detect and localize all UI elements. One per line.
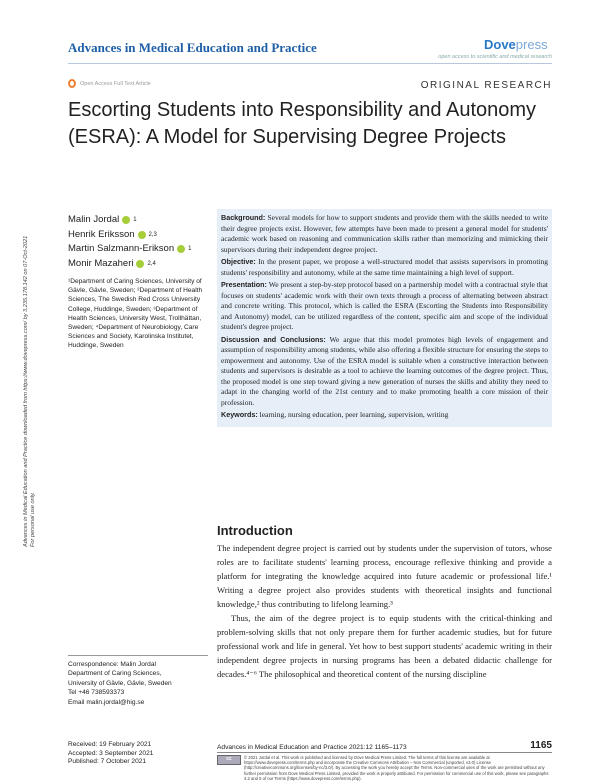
abstract-background [221, 213, 548, 255]
publication-dates [68, 741, 153, 767]
publisher-logo[interactable] [484, 37, 548, 52]
abstract-label: Presentation: [221, 280, 267, 289]
author-affil-ref: 2,3 [148, 231, 157, 238]
author-1 [68, 213, 191, 228]
abstract-text: learning, nursing education, peer learning, supervision, writing [259, 410, 449, 419]
correspondence-line: Department of Caring Sciences, [68, 670, 162, 678]
download-note-line1: Advances in Medical Education and Practice downloaded from https://www.dovepress.com/ by 3.235.178.142 on 07-Oct-2021 [23, 235, 29, 547]
author-4 [68, 257, 191, 272]
intro-paragraph-2: Thus, the aim of the degree project is to equip students with the critical-thinking and problem-solving skills that not only prepare them for further academic studies, but for future professional work and life in general. Yet how to best support students' academic writing in their independent degree projects in nursing programs has been a debated didactic challenge for decades.⁴⁻⁶ The philosophical and theoretical content of the nursing discipline [217, 613, 552, 679]
header-divider [68, 63, 552, 64]
intro-paragraph-1: The independent degree project is carried out by students under the supervision of tutors, whose roles are to facilitate students' learning process, encourage reflexive thinking and provide a platform for integrating the knowledge acquired into future academic or professional life.¹ Writing a degree project also provides students with theoretical insights and functional knowledge,² thus contributing to lifelong learning.³ [217, 543, 552, 609]
open-access-lock-icon [68, 79, 76, 88]
abstract-label: Objective: [221, 257, 256, 266]
author-2 [68, 228, 191, 243]
abstract-text: We present a step-by-step protocol based on a partnership model with a contractual style that focuses on students' academic work with their own texts through a process of alternating between abstract and concrete writing. This protocol, which is called the ESRA (Escorting the Students into Responsibility and Autonomy) model, can be utilized regardless of the content, specific aim and scope of the individual student's degree project. [221, 280, 548, 331]
affiliation-3: ³Department of Health Sciences, University West, Trollhättan, Sweden; [68, 305, 202, 332]
download-note-line2: For personal use only. [30, 492, 36, 547]
abstract-label: Discussion and Conclusions: [221, 334, 326, 344]
license-text: © 2021 Jordal et al. This work is published and licensed by Dove Medical Press Limited. The full terms of this license are available at https://www.dovepress.com/terms.php and incorporate the Creative Commons Attribution – Non Commercial (unported, v3.0) License (http://creativecommons.org/licenses/by-nc/3.0/). By accessing the work you hereby accept the Terms. Non-commercial uses of the work are permitted without any further permission from Dove Medical Press Limited, provided the work is properly attributed. For permission for commercial use of this work, please see paragraphs 4.2 and 5 of our Terms (https://www.dovepress.com/terms.php). [244, 755, 549, 781]
author-list [68, 213, 191, 271]
correspondence-block [68, 660, 208, 707]
abstract-presentation [221, 280, 548, 333]
section-heading-introduction: Introduction [217, 523, 293, 538]
cc-license-icon[interactable]: cc [217, 755, 241, 765]
correspondence-line: Correspondence: Malin Jordal [68, 661, 156, 668]
footer-citation: Advances in Medical Education and Practice 2021:12 1165–1173 [217, 744, 407, 751]
correspondence-line: University of Gävle, Gävle, Sweden [68, 679, 172, 687]
affiliations [68, 277, 208, 351]
orcid-icon[interactable] [138, 231, 146, 239]
article-title: Escorting Students into Responsibility and Autonomy (ESRA): A Model for Supervising Degree Projects [68, 99, 537, 148]
abstract-label: Background: [221, 213, 266, 222]
page-number: 1165 [530, 740, 552, 751]
abstract-label: Keywords: [221, 410, 258, 419]
article-type: ORIGINAL RESEARCH [420, 80, 552, 91]
license-block [217, 755, 552, 781]
affiliation-4: ⁴Department of Neurobiology, Care Sciences and Society, Karolinska Institutet, Huddinge, Sweden [68, 324, 199, 350]
abstract-text: In the present paper, we propose a well-structured model that assists supervisors in promoting students' responsibility and autonomy, while at the same time maintaining a high level of support. [221, 257, 548, 277]
abstract-objective [221, 257, 548, 278]
affiliation-1: ¹Department of Caring Sciences, University of Gävle, Gävle, Sweden; [68, 278, 202, 295]
orcid-icon[interactable] [177, 245, 185, 253]
published-date: Published: 7 October 2021 [68, 758, 147, 766]
download-note [23, 127, 37, 547]
open-access-label [68, 79, 151, 88]
correspondence-divider [68, 655, 208, 656]
author-name: Malin Jordal [68, 214, 120, 225]
author-affil-ref: 1 [133, 217, 137, 223]
orcid-icon[interactable] [122, 216, 130, 224]
author-name: Henrik Eriksson [68, 228, 135, 240]
affiliation-2: ²Department of Health Sciences, The Swedish Red Cross University College, Huddinge, Sweden; [68, 287, 203, 313]
author-name: Monir Mazaheri [68, 257, 134, 269]
correspondence-phone: Tel +46 738593373 [68, 689, 125, 697]
publisher-tagline: open access to scientific and medical research [438, 54, 552, 60]
abstract-box [217, 209, 552, 427]
abstract-text: Several models for how to support students and provide them with the skills needed to write their degree projects exist. However, few attempts have been made to present a general model for students' academic work based on reasoning and communication skills rather than memorizing and mimicking their supervisors during their independent degree project. [221, 213, 548, 254]
author-3 [68, 242, 191, 257]
orcid-icon[interactable] [136, 260, 144, 268]
abstract-keywords [221, 410, 548, 421]
introduction-body [217, 541, 552, 681]
brand-bold: Dove [484, 37, 516, 52]
accepted-date: Accepted: 3 September 2021 [68, 749, 154, 757]
brand-light: press [515, 37, 548, 52]
journal-title[interactable]: Advances in Medical Education and Practice [68, 40, 317, 55]
abstract-text: We argue that this model promotes high levels of engagement and assumption of responsibility among students, while also offering a flexible structure for ensuring the steps to empowerment and autonomy. Use of the ESRA model is suitable when a constructive interaction between students and supervisors is desirable as a tool to achieve the learning outcomes of the degree project. Thus, the proposed model is one step toward giving a new generation of nurses the skills and ability they need to adapt in the changing world of the 21st century and to make promoting health a core mission of their profession. [221, 334, 548, 407]
abstract-discussion [221, 335, 548, 409]
author-affil-ref: 2,4 [147, 260, 156, 267]
received-date: Received: 19 February 2021 [68, 741, 152, 748]
author-affil-ref: 1 [188, 246, 192, 252]
correspondence-email[interactable]: Email malin.jordal@hig.se [68, 698, 145, 706]
author-name: Martin Salzmann-Erikson [68, 243, 175, 254]
footer-divider [217, 752, 552, 753]
open-access-text: Open Access Full Text Article [80, 80, 151, 87]
